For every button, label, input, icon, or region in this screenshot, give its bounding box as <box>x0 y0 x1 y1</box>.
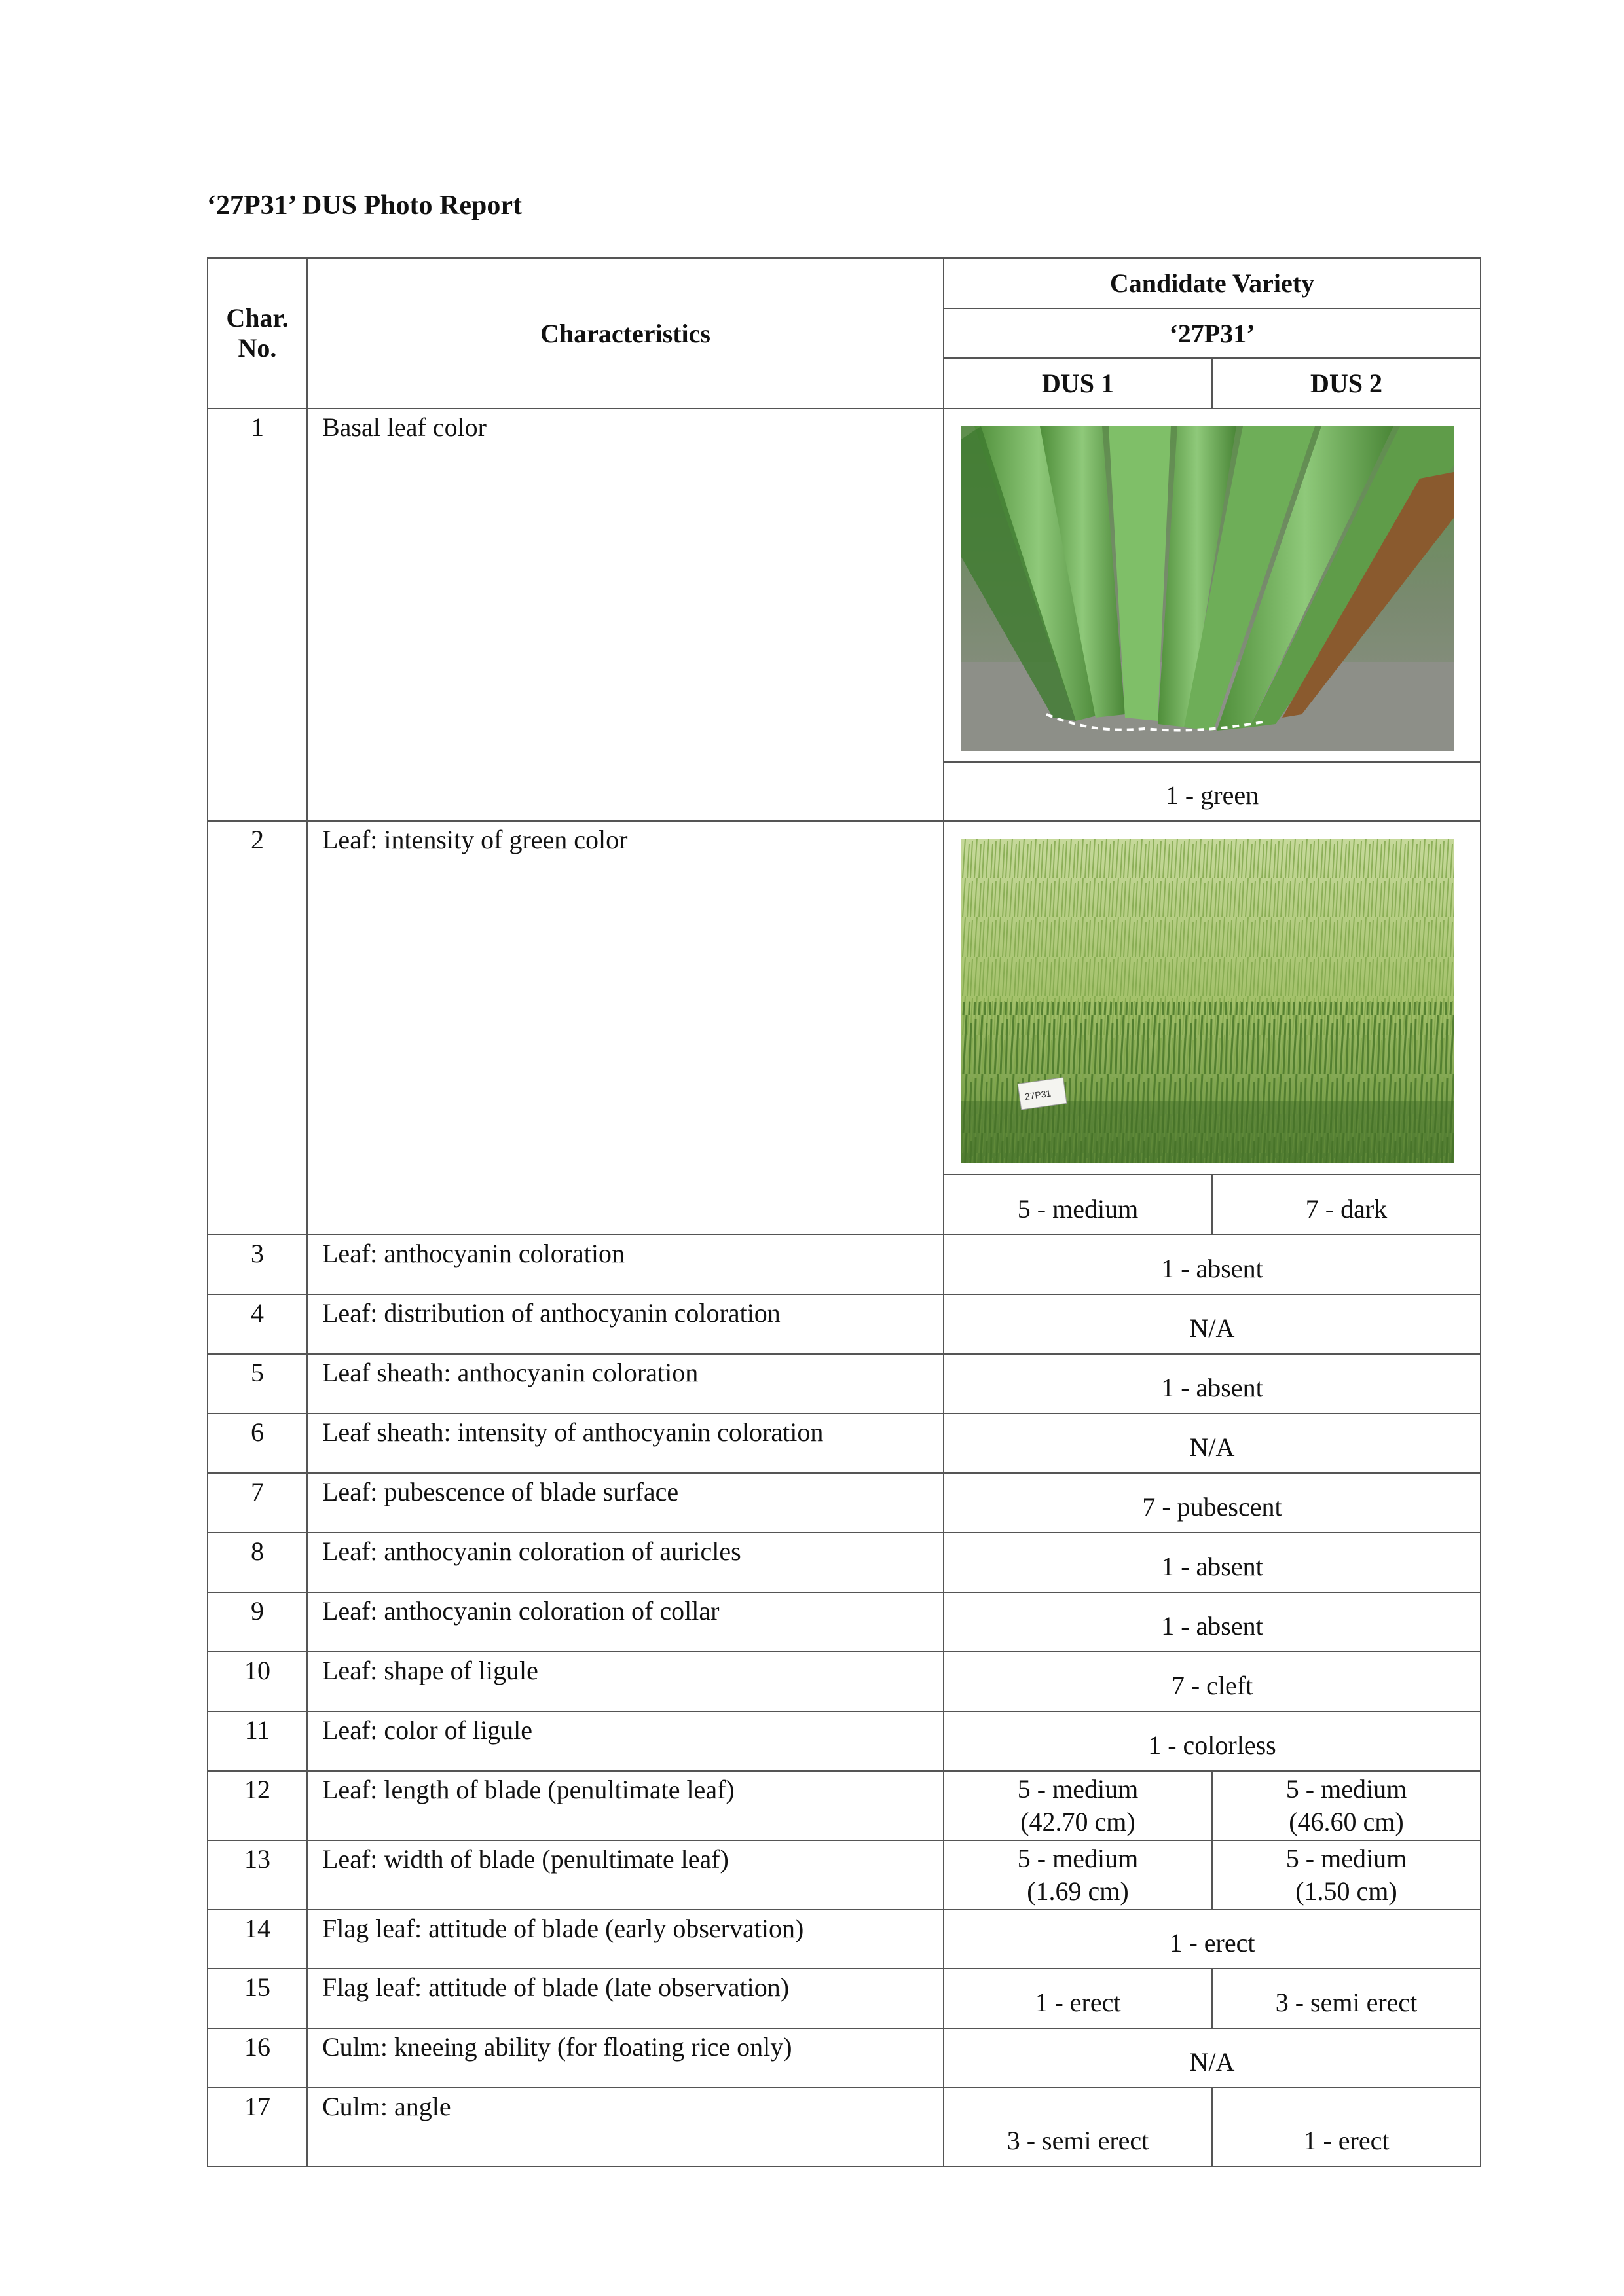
row-value: 1 - absent <box>1161 1254 1263 1283</box>
row-number: 1 <box>251 412 264 442</box>
row-number: 14 <box>244 1914 270 1943</box>
row-value: 1 - colorless <box>1148 1730 1276 1760</box>
row-number: 10 <box>244 1656 270 1685</box>
header-char-no: Char. No. <box>226 303 289 363</box>
row-number: 8 <box>251 1537 264 1566</box>
row-number: 2 <box>251 825 264 854</box>
row-value-dus1-measure: (42.70 cm) <box>1020 1807 1135 1836</box>
row-value: N/A <box>1189 1432 1235 1462</box>
row-value-dus2: 1 - erect <box>1303 2126 1390 2155</box>
row-characteristic: Leaf sheath: intensity of anthocyanin coloration <box>322 1417 824 1447</box>
row-value: 1 - absent <box>1161 1611 1263 1641</box>
row-value: N/A <box>1189 2047 1235 2077</box>
row-value: 1 - absent <box>1161 1373 1263 1402</box>
row-value-dus1 <box>944 1841 1211 1909</box>
row-characteristic: Leaf: color of ligule <box>322 1715 532 1745</box>
row-characteristic: Culm: kneeing ability (for floating rice only) <box>322 2032 792 2062</box>
row-value: 7 - pubescent <box>1142 1492 1282 1522</box>
row-characteristic: Leaf: width of blade (penultimate leaf) <box>322 1844 729 1874</box>
row-characteristic: Leaf: anthocyanin coloration <box>322 1239 625 1268</box>
dus-table <box>207 257 1481 2167</box>
header-characteristics: Characteristics <box>540 318 710 348</box>
header-variety-name: ‘27P31’ <box>1169 318 1255 348</box>
row-characteristic: Flag leaf: attitude of blade (early observation) <box>322 1914 804 1943</box>
row-value-dus2-measure: (1.50 cm) <box>1295 1876 1397 1906</box>
header-candidate-variety: Candidate Variety <box>1109 268 1315 298</box>
row-characteristic: Leaf: anthocyanin coloration of collar <box>322 1596 720 1626</box>
row-value-dus2-rating: 5 - medium <box>1285 1844 1407 1873</box>
row-characteristic: Leaf: shape of ligule <box>322 1656 538 1685</box>
row-value-dus2-measure: (46.60 cm) <box>1289 1807 1404 1836</box>
row-value-dus1-measure: (1.69 cm) <box>1027 1876 1129 1906</box>
row-value-dus1: 5 - medium <box>1017 1194 1139 1224</box>
photo-sticker-text: 27P31 <box>1024 1087 1052 1102</box>
row-number: 15 <box>244 1973 270 2002</box>
row-number: 17 <box>244 2092 270 2121</box>
row-characteristic: Basal leaf color <box>322 412 487 442</box>
row-characteristic: Leaf sheath: anthocyanin coloration <box>322 1358 699 1387</box>
row-value-dus2: 7 - dark <box>1305 1194 1388 1224</box>
row-characteristic: Culm: angle <box>322 2092 451 2121</box>
row-value-dus1 <box>944 1772 1211 1840</box>
row-number: 16 <box>244 2032 270 2062</box>
row-value-dus2 <box>1213 1772 1480 1840</box>
row-value: N/A <box>1189 1313 1235 1343</box>
row-value: 1 - green <box>1165 780 1259 810</box>
rice-field-photo <box>961 839 1454 1163</box>
row-number: 9 <box>251 1596 264 1626</box>
row-number: 11 <box>244 1715 270 1745</box>
row-number: 6 <box>251 1417 264 1447</box>
row-value-dus2-rating: 5 - medium <box>1285 1774 1407 1804</box>
row-value-dus2 <box>1213 1841 1480 1909</box>
row-value: 1 - erect <box>1169 1928 1255 1958</box>
row-characteristic: Leaf: intensity of green color <box>322 825 628 854</box>
row-characteristic: Leaf: distribution of anthocyanin coloration <box>322 1298 781 1328</box>
row-characteristic: Leaf: anthocyanin coloration of auricles <box>322 1537 741 1566</box>
row-value-dus2: 3 - semi erect <box>1275 1988 1418 2017</box>
header-dus1: DUS 1 <box>1041 369 1115 398</box>
row-characteristic: Flag leaf: attitude of blade (late observation) <box>322 1973 790 2002</box>
basal-leaf-photo <box>961 426 1454 751</box>
row-value: 7 - cleft <box>1171 1671 1253 1700</box>
row-number: 4 <box>251 1298 264 1328</box>
row-value-dus1-rating: 5 - medium <box>1017 1844 1139 1873</box>
row-number: 3 <box>251 1239 264 1268</box>
row-value: 1 - absent <box>1161 1552 1263 1581</box>
row-characteristic: Leaf: length of blade (penultimate leaf) <box>322 1775 735 1804</box>
row-number: 13 <box>244 1844 270 1874</box>
row-value-dus1-rating: 5 - medium <box>1017 1774 1139 1804</box>
row-number: 12 <box>244 1775 270 1804</box>
row-number: 7 <box>251 1477 264 1506</box>
page-title: ‘27P31’ DUS Photo Report <box>207 191 522 221</box>
table-border-bottom <box>207 2166 1481 2167</box>
row-characteristic: Leaf: pubescence of blade surface <box>322 1477 679 1506</box>
table-border-right <box>1480 257 1481 2167</box>
row-number: 5 <box>251 1358 264 1387</box>
row-value-dus1: 3 - semi erect <box>1006 2126 1149 2155</box>
row-value-dus1: 1 - erect <box>1035 1988 1121 2017</box>
header-dus2: DUS 2 <box>1310 369 1383 398</box>
